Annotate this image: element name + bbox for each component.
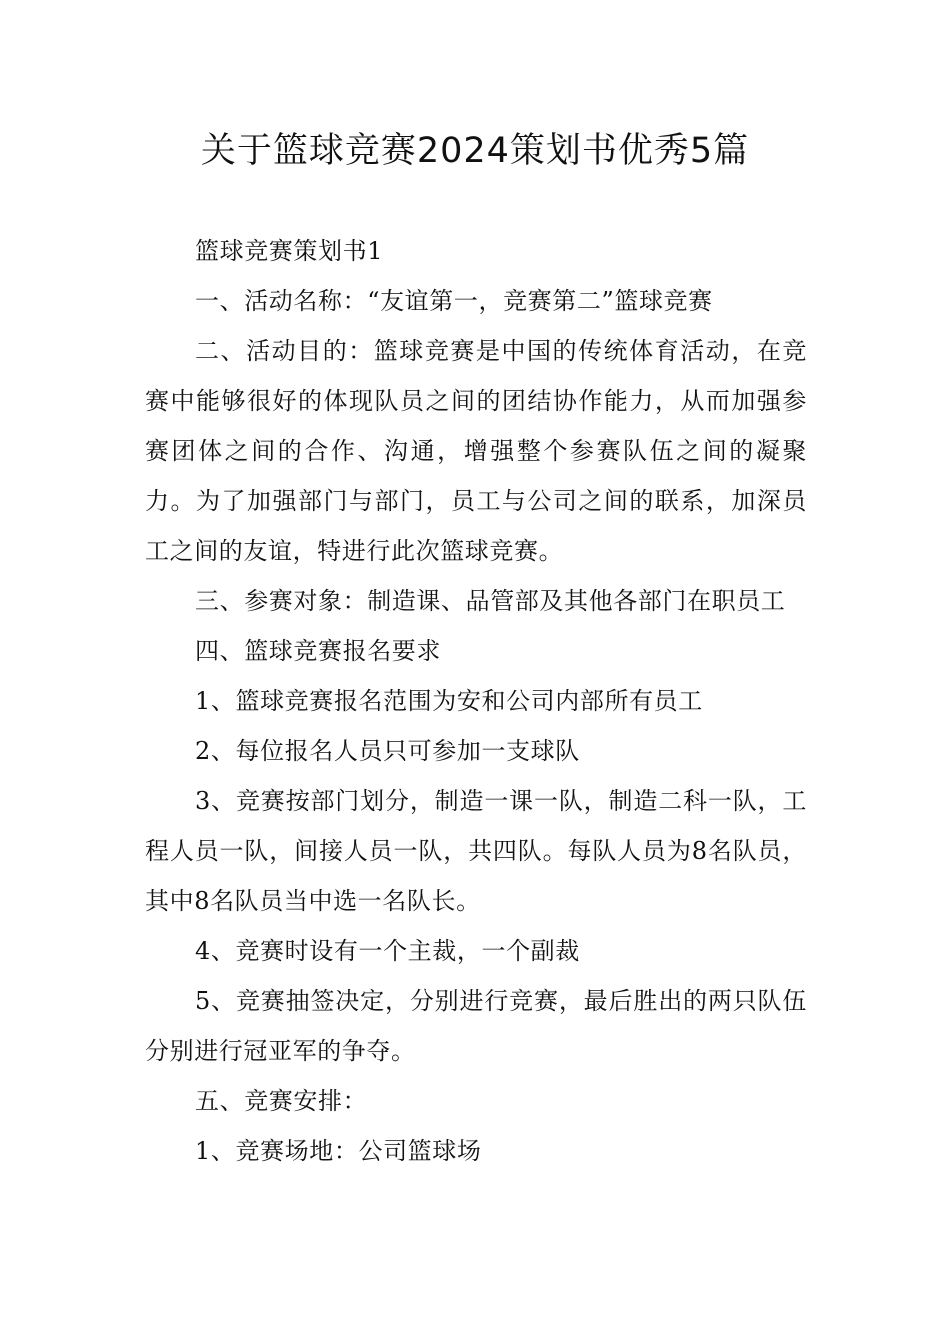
paragraph-participants: 三、参赛对象：制造课、品管部及其他各部门在职员工: [195, 587, 786, 615]
paragraph-registration-item-5: 5、竞赛抽签决定，分别进行竞赛，最后胜出的两只队伍分别进行冠亚军的争夺。: [145, 987, 807, 1065]
paragraph-activity-name: 一、活动名称：“友谊第一，竞赛第二”篮球竞赛: [195, 287, 713, 315]
paragraph-schedule-item-1: 1、竞赛场地：公司篮球场: [195, 1137, 482, 1165]
paragraph-registration-item-2: 2、每位报名人员只可参加一支球队: [195, 737, 580, 765]
paragraph-registration-item-1: 1、篮球竞赛报名范围为安和公司内部所有员工: [195, 687, 703, 715]
paragraph-registration-item-4: 4、竞赛时设有一个主裁，一个副裁: [195, 937, 580, 965]
paragraph-registration-heading: 四、篮球竞赛报名要求: [195, 637, 441, 665]
paragraph-registration-item-3: 3、竞赛按部门划分，制造一课一队，制造二科一队，工程人员一队，间接人员一队，共四队。每队人员为8名队员，其中8名队员当中选一名队长。: [145, 787, 807, 915]
document-body: [145, 226, 807, 1176]
paragraph-plan-heading: 篮球竞赛策划书1: [195, 237, 384, 265]
paragraph-activity-purpose: 二、活动目的：篮球竞赛是中国的传统体育活动，在竞赛中能够很好的体现队员之间的团结协作能力，从而加强参赛团体之间的合作、沟通，增强整个参赛队伍之间的凝聚力。为了加强部门与部门，员工与公司之间的联系，加深员工之间的友谊，特进行此次篮球竞赛。: [145, 337, 807, 565]
paragraph-schedule-heading: 五、竞赛安排：: [195, 1087, 368, 1115]
document-title: 关于篮球竞赛2024策划书优秀5篇: [200, 131, 750, 171]
